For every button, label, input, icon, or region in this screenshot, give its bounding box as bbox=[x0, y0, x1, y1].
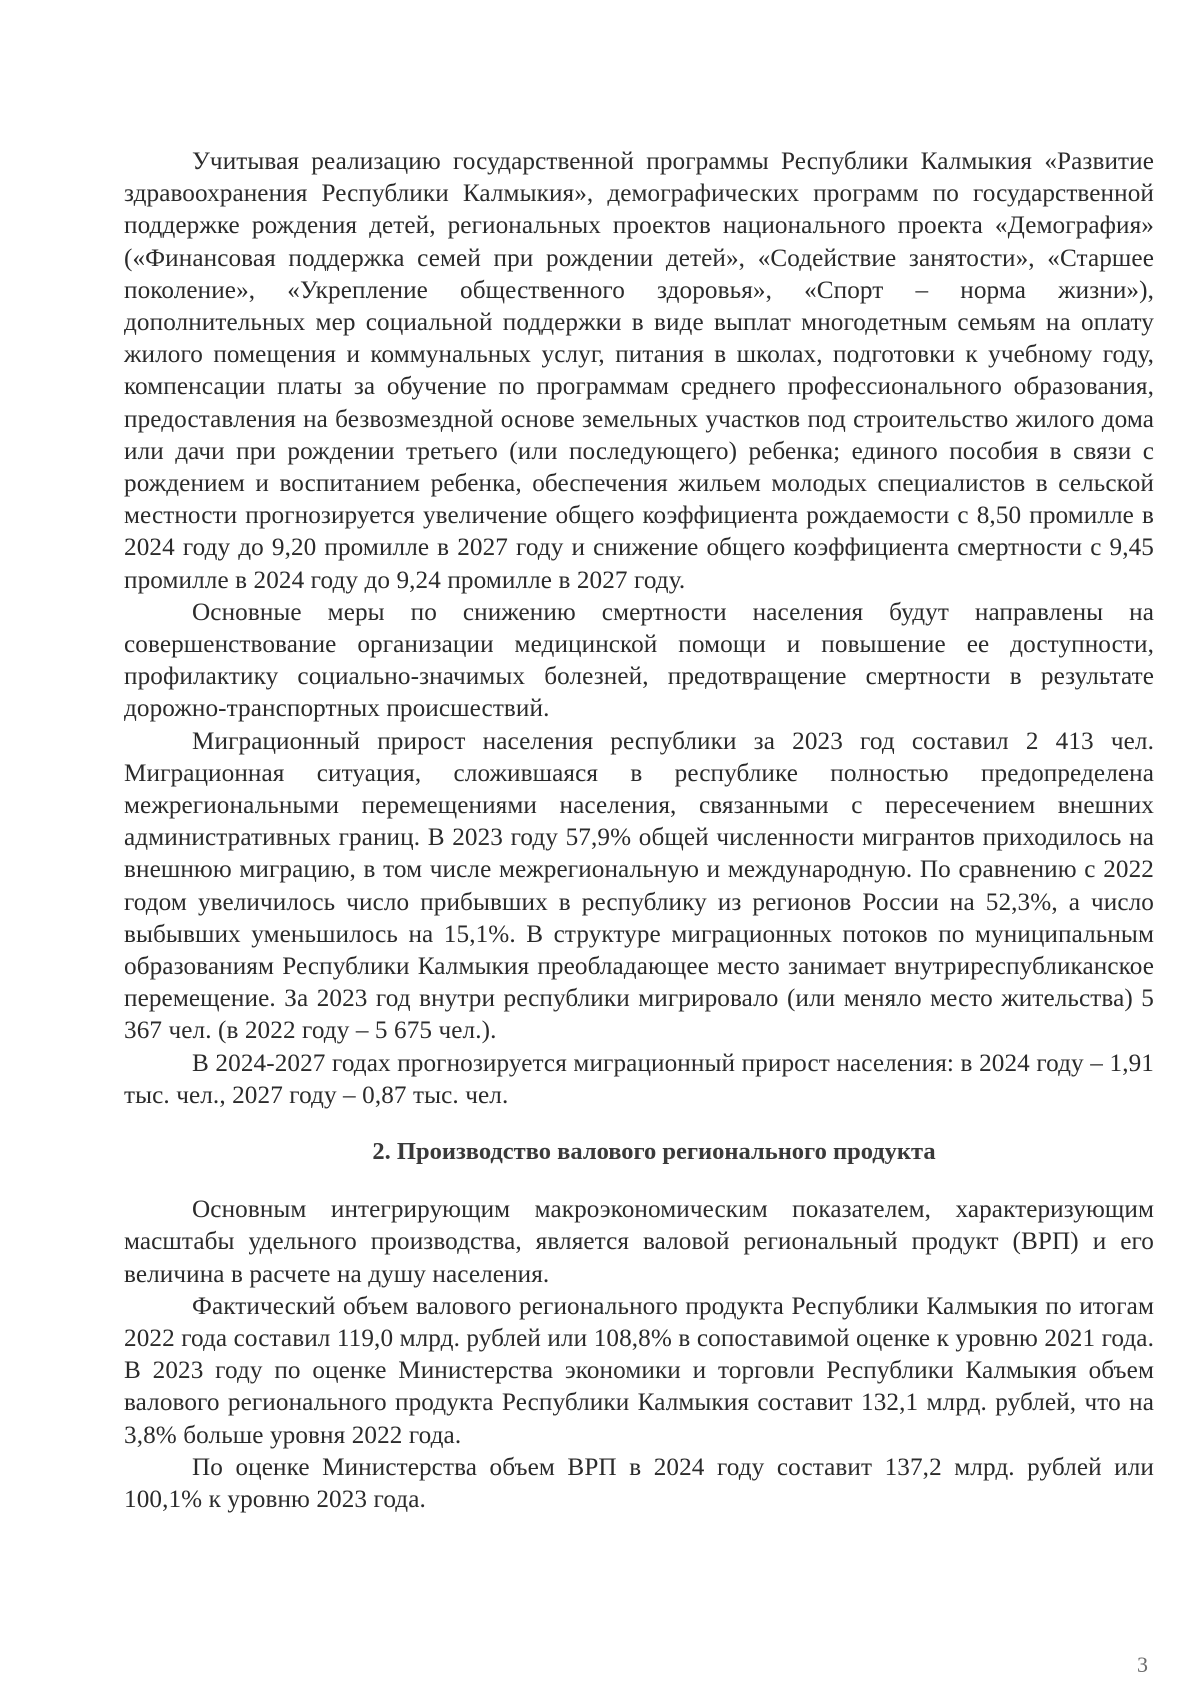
paragraph-mortality-measures: Основные меры по снижению смертности населения будут направлены на совершенствование организации медицинской помощи и повышение ее доступности, профилактику социально-значимых болезней, предотвращение смертности в результате дорожно-транспортных происшествий. bbox=[124, 598, 1154, 723]
paragraph-grp-definition: Основным интегрирующим макроэкономическим показателем, характеризующим масштабы удельного производства, является валовой региональный продукт (ВРП) и его величина в расчете на душу населения. bbox=[124, 1196, 1154, 1288]
paragraph-migration-2023: Миграционный прирост населения республики за 2023 год составил 2 413 чел. Миграционная ситуация, сложившаяся в республике полностью предопределена межрегиональными перемещениями населения, связанными с пересечением внешних административных границ. В 2023 году 57,9% общей численности мигрантов приходилось на внешнюю миграцию, в том числе межрегиональную и международную. По сравнению с 2022 годом увеличилось число прибывших в республику из регионов России на 52,3%, а число выбывших уменьшилось на 15,1%. В структуре миграционных потоков по муниципальным образованиям Республики Калмыкия преобладающее место занимает внутриреспубликанское перемещение. За 2023 год внутри республики мигрировало (или меняло место жительства) 5 367 чел. (в 2022 году – 5 675 чел.). bbox=[124, 727, 1154, 1045]
paragraph-grp-actual: Фактический объем валового регионального продукта Республики Калмыкия по итогам 2022 года составил 119,0 млрд. рублей или 108,8% в сопоставимой оценке к уровню 2021 года. В 2023 году по оценке Министерства экономики и торговли Республики Калмыкия объем валового регионального продукта Республики Калмыкия составит 132,1 млрд. рублей, что на 3,8% больше уровня 2022 года. bbox=[124, 1292, 1154, 1449]
paragraph-migration-forecast: В 2024-2027 годах прогнозируется миграционный прирост населения: в 2024 году – 1,91 тыс. чел., 2027 году – 0,87 тыс. чел. bbox=[124, 1049, 1154, 1109]
paragraph-birth-rate-forecast: Учитывая реализацию государственной программы Республики Калмыкия «Развитие здравоохранения Республики Калмыкия», демографических программ по государственной поддержке рождения детей, региональных проектов национального проекта «Демография» («Финансовая поддержка семей при рождении детей», «Содействие занятости», «Старшее поколение», «Укрепление общественного здоровья», «Спорт – норма жизни»), дополнительных мер социальной поддержки в виде выплат многодетным семьям на оплату жилого помещения и коммунальных услуг, питания в школах, подготовки к учебному году, компенсации платы за обучение по программам среднего профессионального образования, предоставления на безвозмездной основе земельных участков под строительство жилого дома или дачи при рождении третьего (или последующего) ребенка; единого пособия в связи с рождением и воспитанием ребенка, обеспечения жильем молодых специалистов в сельской местности прогнозируется увеличение общего коэффициента рождаемости с 8,50 промилле в 2024 году до 9,20 промилле в 2027 году и снижение общего коэффициента смертности с 9,45 промилле в 2024 году до 9,24 промилле в 2027 году. bbox=[124, 148, 1154, 594]
document-body bbox=[124, 146, 1154, 1516]
section-heading-grp: 2. Производство валового регионального продукта bbox=[372, 1138, 936, 1166]
page-number: 3 bbox=[1137, 1652, 1148, 1677]
paragraph-grp-forecast: По оценке Министерства объем ВРП в 2024 году составит 137,2 млрд. рублей или 100,1% к уровню 2023 года. bbox=[124, 1453, 1154, 1513]
